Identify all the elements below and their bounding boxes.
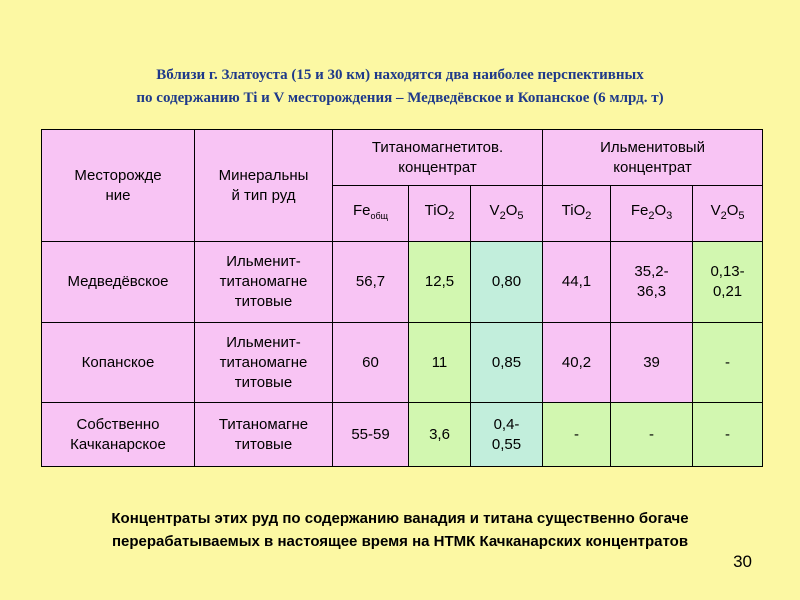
deposits-table bbox=[41, 129, 763, 467]
cell-v2o5-a-line-1: 0,4- bbox=[493, 415, 520, 433]
cell-deposit: Медведёвское bbox=[42, 242, 195, 323]
cell-tio2-b: 44,1 bbox=[543, 242, 611, 323]
cell-v2o5-b bbox=[693, 403, 763, 467]
cell-tio2-a: 11 bbox=[409, 323, 471, 403]
footer-line-1: Концентраты этих руд по содержанию ванадия и титана существенно богаче bbox=[111, 510, 689, 527]
footer-line-2: перерабатываемых в настоящее время на НТМК Качканарских концентратов bbox=[111, 533, 689, 550]
cell-mineral-type bbox=[195, 323, 333, 403]
cell-mineral-type bbox=[195, 403, 333, 467]
table-row bbox=[42, 242, 763, 323]
title-line-1: Вблизи г. Златоуста (15 и 30 км) находятся два наиболее перспективных bbox=[156, 67, 644, 83]
cell-v2o5-a-line-2: 0,55 bbox=[491, 435, 522, 453]
header-deposit bbox=[42, 130, 195, 242]
header-fe2o3-ilmenite: $Fe_2O_3$ bbox=[611, 186, 693, 242]
header-tio2-ilmenite: TiO$_2$ bbox=[543, 186, 611, 242]
cell-v2o5-a bbox=[471, 323, 543, 403]
cell-tio2-b: 40,2 bbox=[543, 323, 611, 403]
cell-type-line-2: титаномагне bbox=[219, 353, 308, 371]
cell-fe2o3-line-2: 36,3 bbox=[636, 283, 667, 300]
cell-v2o5-b bbox=[693, 323, 763, 403]
table-row bbox=[42, 403, 763, 467]
cell-v2o5-b-line-1: 0,13- bbox=[710, 263, 745, 280]
table-header-row-1 bbox=[42, 130, 763, 186]
cell-fe2o3-line-1: 35,2- bbox=[634, 263, 669, 280]
cell-v2o5-b-line-1: - bbox=[725, 353, 731, 371]
cell-v2o5-a bbox=[471, 403, 543, 467]
header-titanomagnetite-concentrate bbox=[333, 130, 543, 186]
cell-type-line-1: Ильменит- bbox=[226, 253, 301, 270]
cell-tio2-a: 12,5 bbox=[409, 242, 471, 323]
cell-v2o5-a-line-1: 0,85 bbox=[491, 353, 522, 371]
header-fe-total: $Fe_{общ}$ bbox=[333, 186, 409, 242]
header-mineral-line-1: Минеральны bbox=[218, 166, 309, 184]
page-number: 30 bbox=[733, 552, 752, 571]
slide-title bbox=[0, 64, 800, 110]
header-group2-line-1: Ильменитовый bbox=[600, 138, 705, 156]
cell-v2o5-b-line-2: 0,21 bbox=[712, 283, 743, 300]
cell-fe2o3 bbox=[611, 242, 693, 323]
header-mineral-type bbox=[195, 130, 333, 242]
cell-fe2o3-line-1: - bbox=[649, 425, 655, 443]
cell-tio2-b: - bbox=[543, 403, 611, 467]
cell-tio2-a: 3,6 bbox=[409, 403, 471, 467]
header-deposit-line-2: ние bbox=[105, 186, 131, 204]
cell-deposit-line-1: Собственно bbox=[76, 415, 160, 433]
cell-v2o5-b bbox=[693, 242, 763, 323]
cell-deposit bbox=[42, 403, 195, 467]
cell-deposit-line-2: Качканарское bbox=[70, 435, 166, 453]
cell-type-line-3: титовые bbox=[234, 373, 293, 391]
header-group1-line-2: концентрат bbox=[398, 158, 477, 176]
header-ilmenite-concentrate bbox=[543, 130, 763, 186]
slide-footer-note bbox=[0, 507, 800, 553]
header-group1-line-1: Титаномагнетитов. bbox=[371, 138, 504, 156]
cell-v2o5-a bbox=[471, 242, 543, 323]
cell-mineral-type bbox=[195, 242, 333, 323]
title-line-2: по содержанию Ti и V месторождения – Медведёвское и Копанское (6 млрд. т) bbox=[136, 90, 664, 106]
header-v2o5-titanomagnetite: $V_2O_5$ bbox=[471, 186, 543, 242]
table-row bbox=[42, 323, 763, 403]
cell-fe: 60 bbox=[333, 323, 409, 403]
header-tio2-titanomagnetite: TiO$_2$ bbox=[409, 186, 471, 242]
cell-deposit: Копанское bbox=[42, 323, 195, 403]
cell-fe2o3 bbox=[611, 323, 693, 403]
cell-type-line-2: титовые bbox=[234, 435, 293, 453]
cell-type-line-2: титаномагне bbox=[219, 273, 308, 290]
header-mineral-line-2: й тип руд bbox=[231, 186, 296, 204]
cell-type-line-3: титовые bbox=[234, 293, 293, 310]
header-group2-line-2: концентрат bbox=[613, 158, 692, 176]
cell-type-line-1: Ильменит- bbox=[226, 333, 301, 351]
cell-fe2o3 bbox=[611, 403, 693, 467]
header-v2o5-ilmenite: $V_2O_5$ bbox=[693, 186, 763, 242]
cell-fe: 56,7 bbox=[333, 242, 409, 323]
cell-fe: 55-59 bbox=[333, 403, 409, 467]
cell-fe2o3-line-1: 39 bbox=[643, 353, 660, 371]
cell-v2o5-a-line-1: 0,80 bbox=[491, 273, 522, 290]
cell-v2o5-b-line-1: - bbox=[725, 425, 731, 443]
cell-type-line-1: Титаномагне bbox=[218, 415, 309, 433]
header-deposit-line-1: Месторожде bbox=[74, 166, 162, 184]
